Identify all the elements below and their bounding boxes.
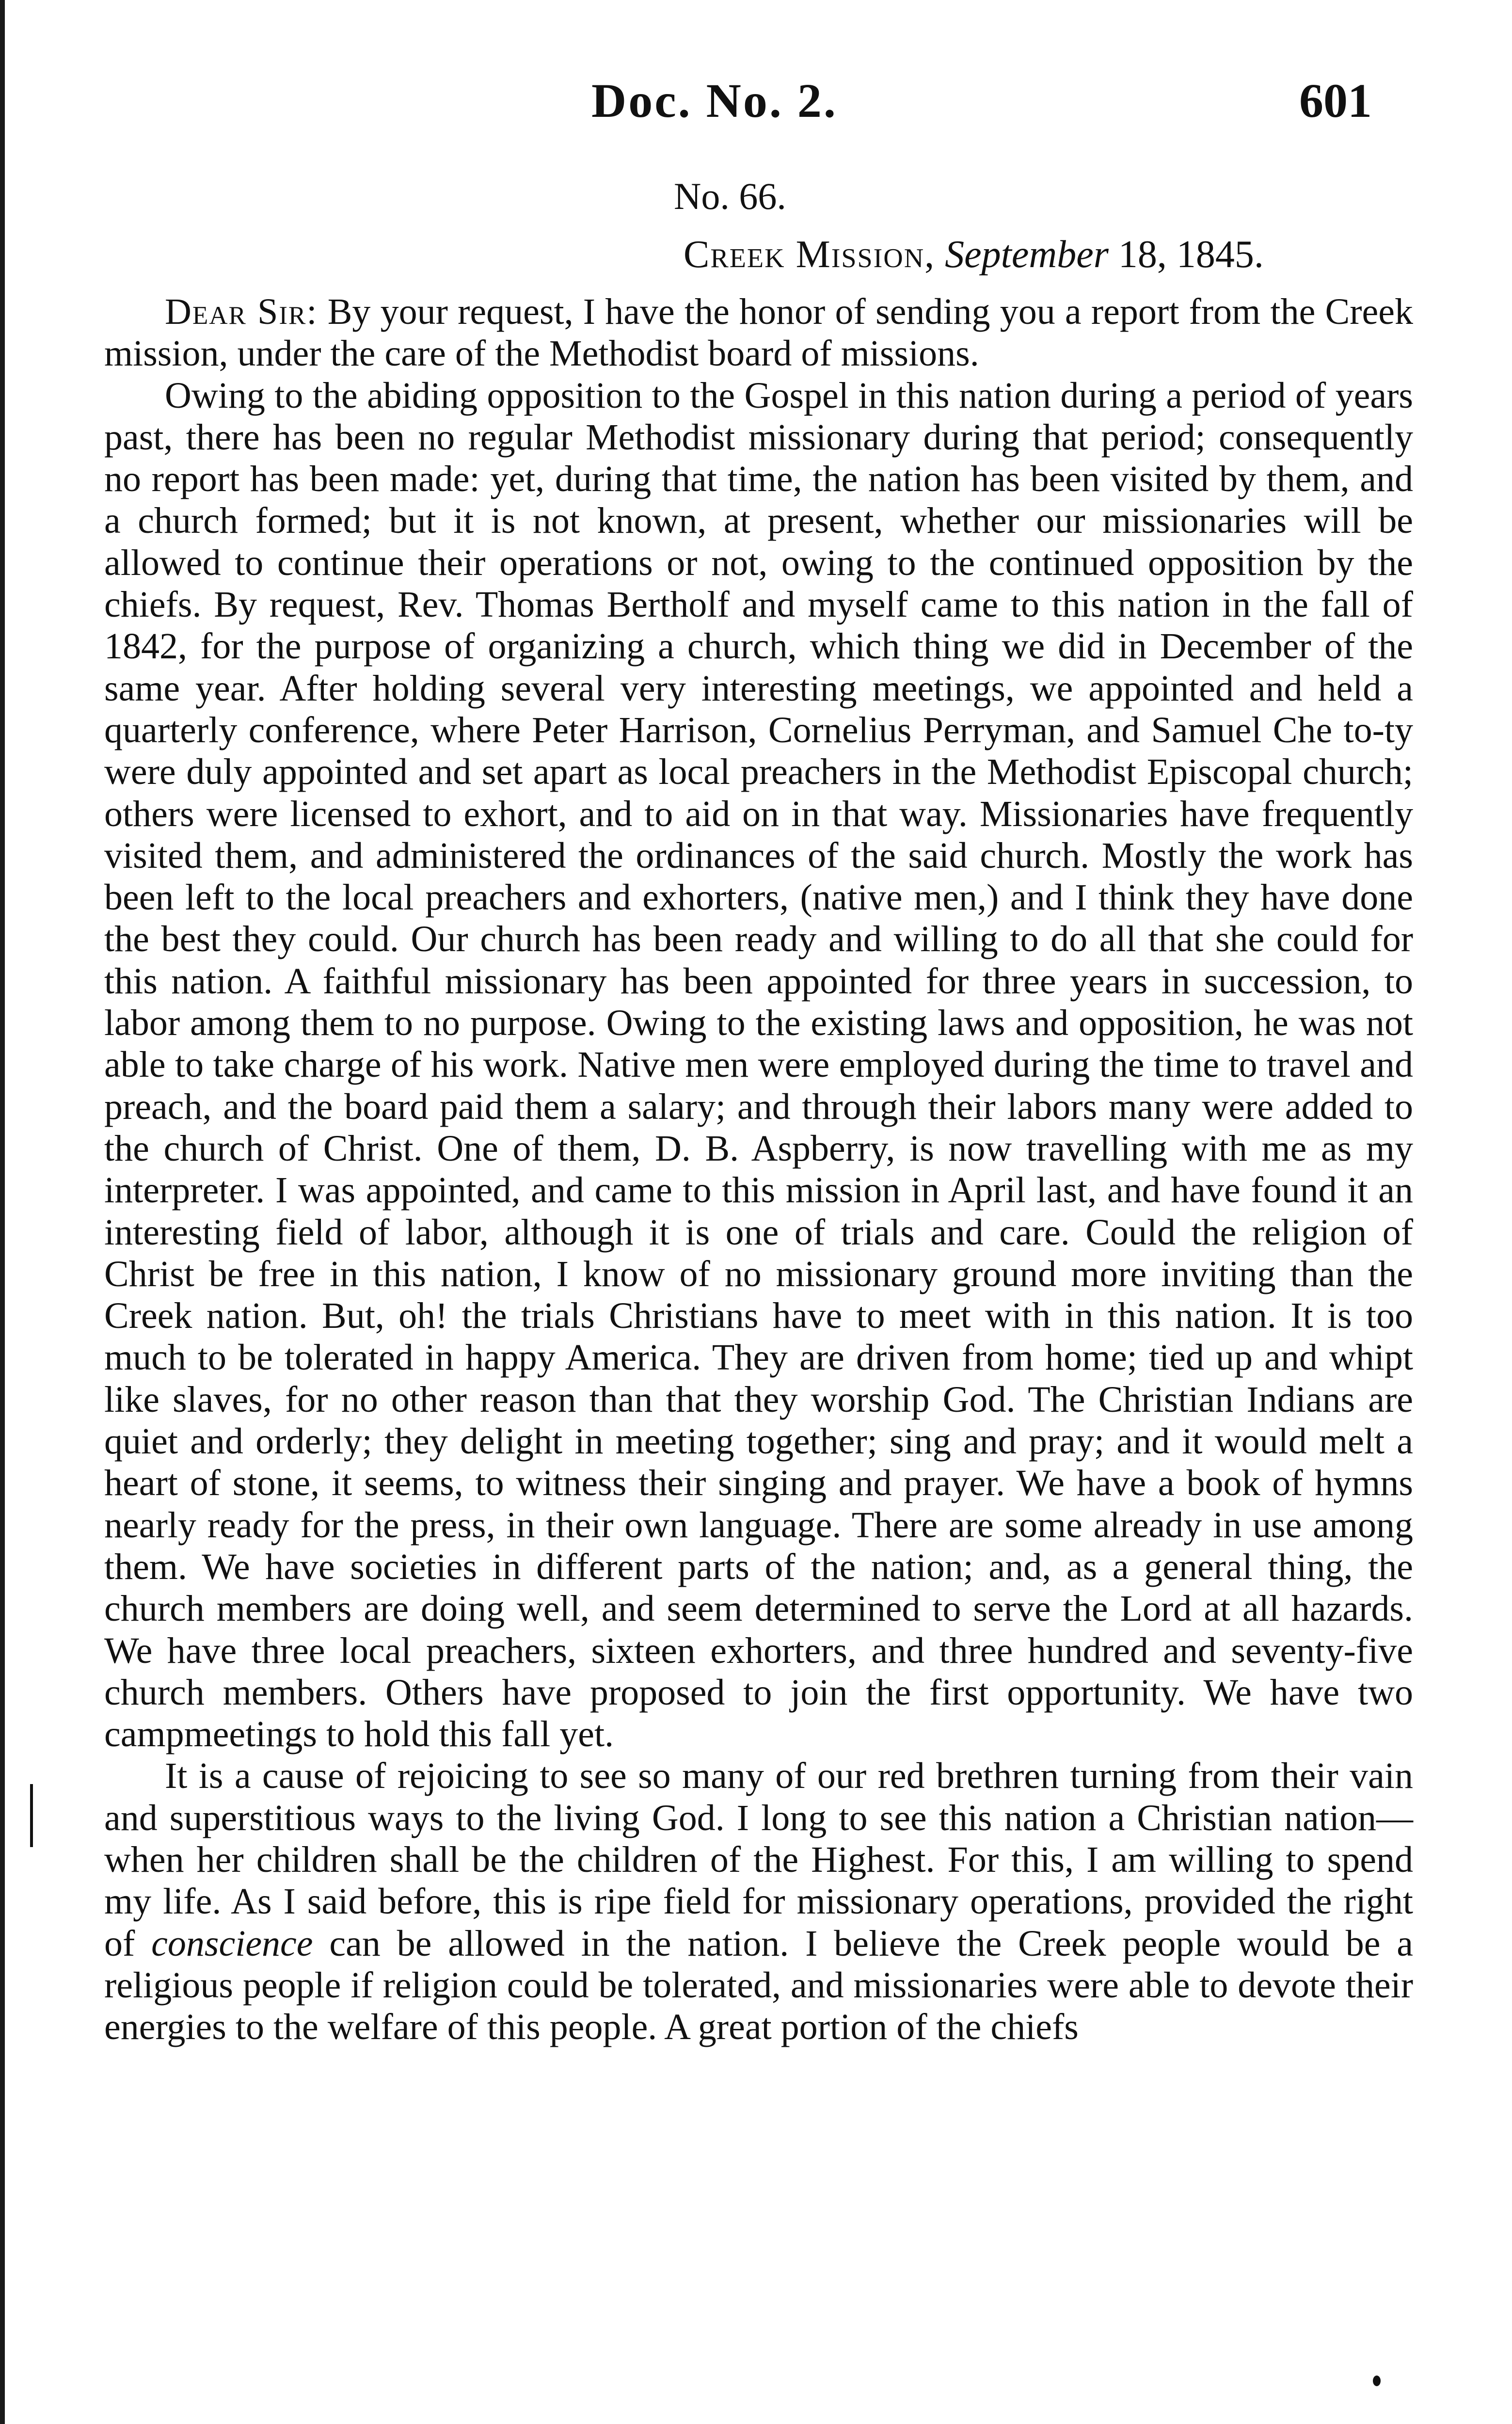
paragraph-1-text: By your request, I have the honor of sending you a report from the Creek mission, under the care of the Methodist board of missions. — [104, 291, 1413, 374]
paragraph-3 — [104, 1755, 1413, 2048]
stray-ink-dot — [1373, 2376, 1381, 2386]
dateline-day-year: 18, 1845. — [1118, 233, 1264, 276]
document-number: No. 66. — [674, 175, 786, 217]
italic-word-conscience: conscience — [151, 1923, 313, 1964]
running-head: Doc. No. 2. — [591, 74, 838, 128]
paragraph-2: Owing to the abiding opposition to the Gospel in this nation during a period of years past, there has been no regular Methodist missionary during that period; consequently no report has been made: yet, during that time, the nation has been visited by them, and a church formed; but it is not known, at present, whether our missionaries will be allowed to continue their operations or not, owing to the continued opposition by the chiefs. By request, Rev. Thomas Bertholf and myself came to this nation in the fall of 1842, for the purpose of organizing a church, which thing we did in December of the same year. After holding several very interesting meetings, we appointed and held a quarterly conference, where Peter Harrison, Cornelius Perryman, and Samuel Che to-ty were duly appointed and set apart as local preachers in the Methodist Episcopal church; others were licensed to exhort, and to aid on in that way. Missionaries have frequently visited them, and administered the ordinances of the said church. Mostly the work has been left to the local preachers and exhorters, (native men,) and I think they have done the best they could. Our church has been ready and willing to do all that she could for this nation. A faithful missionary has been appointed for three years in succession, to labor among them to no purpose. Owing to the existing laws and opposition, he was not able to take charge of his work. Native men were employed during the time to travel and preach, and the board paid them a salary; and through their labors many were added to the church of Christ. One of them, D. B. Aspberry, is now travelling with me as my interpreter. I was appointed, and came to this mission in April last, and have found it an interesting field of labor, although it is one of trials and care. Could the religion of Christ be free in this nation, I know of no missionary ground more inviting than the Creek nation. But, oh! the trials Christians have to meet with in this nation. It is too much to be tolerated in happy America. They are driven from home; tied up and whipt like slaves, for no other reason than that they worship God. The Christian Indians are quiet and orderly; they delight in meeting together; sing and pray; and it would melt a heart of stone, it seems, to witness their singing and prayer. We have a book of hymns nearly ready for the press, in their own language. There are some already in use among them. We have societies in different parts of the nation; and, as a general thing, the church members are doing well, and seem determined to serve the Lord at all hazards. We have three local preachers, sixteen exhorters, and three hundred and seventy-five church members. Others have proposed to join the first opportunity. We have two campmeetings to hold this fall yet. — [104, 375, 1413, 1755]
salutation: Dear Sir: — [165, 291, 318, 332]
dateline-month: September — [945, 233, 1109, 276]
dateline — [684, 233, 1264, 277]
page-number: 601 — [1299, 74, 1372, 128]
letter-body — [104, 291, 1413, 2048]
paragraph-1 — [104, 291, 1413, 375]
margin-mark — [30, 1784, 33, 1847]
paragraph-3-text-end: can be allowed in the nation. I believe the Creek people would be a religious people if religion could be tolerated, and missionaries were able to devote their energies to the welfare of this people. A great portion of the chiefs — [104, 1923, 1414, 2048]
paragraph-3-text-start: It is a cause of rejoicing to see so many of our red brethren turning from their vain and superstitious ways to the living God. I long to see this nation a Christian nation—when her children shall be the children of the Highest. For this, I am willing to spend my life. As I said before, this is ripe field for missionary operations, provided the right of — [104, 1755, 1413, 1964]
dateline-place: Creek Mission, — [684, 233, 936, 276]
